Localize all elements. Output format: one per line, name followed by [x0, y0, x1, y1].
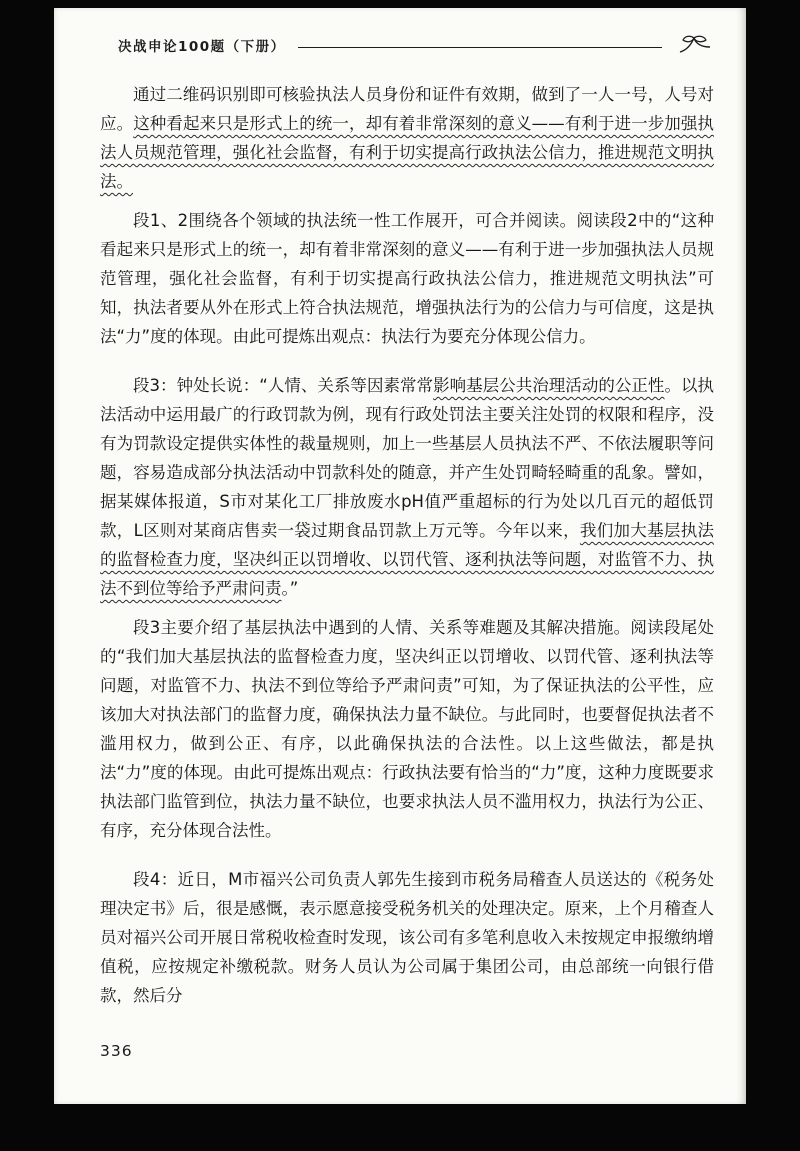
text-run: 通过二维码识别即可核验执法人员身份和证件有效期，做到了一人一号，人号对应。	[100, 85, 714, 133]
text-run: 。以执法活动中运用最广的行政罚款为例，现有行政处罚法主要关注处罚的权限和程序，没有为罚款设定提供实体性的裁量规则，加上一些基层人员执法不严、不依法履职等问题，容易造成部分执法活动中罚款科处的随意，并产生处罚畸轻畸重的乱象。譬如，据某媒体报道，S市对某化工厂排放废水pH值严重超标的行为处以几百元的超低罚款，L区则对某商店售卖一袋过期食品罚款上万元等。今年以来，	[100, 376, 715, 540]
header-rule	[298, 47, 662, 48]
text-run: 段3：钟处长说：“人情、关系等因素常常	[133, 376, 434, 395]
body-text	[100, 80, 714, 1010]
book-page	[54, 8, 746, 1104]
text-run-wavy: 这种看起来只是形式上的统一，却有着非常深刻的意义——有利于进一步加强执法人员规范管理，强化社会监督，有利于切实提高行政执法公信力，推进规范文明执法。	[100, 114, 715, 191]
text-run-wavy: 影响基层公共治理活动的公正性	[433, 376, 665, 395]
book-title: 决战申论100题（下册）	[118, 39, 286, 55]
text-run: 段4：近日，M市福兴公司负责人郭先生接到市税务局稽查人员送达的《税务处理决定书》后，很是感慨，表示愿意接受税务机关的处理决定。原来，上个月稽查人员对福兴公司开展日常税收检查时发现，该公司有多笔利息收入未按规定申报缴纳增值税，应按规定补缴税款。财务人员认为公司属于集团公司，由总部统一向银行借款，然后分	[100, 870, 714, 1005]
paragraph-source-4	[100, 865, 714, 1010]
paragraph-source-3	[100, 371, 714, 603]
paragraph-source-1	[100, 80, 714, 196]
text-run: 段3主要介绍了基层执法中遇到的人情、关系等难题及其解决措施。阅读段尾处的“我们加大基层执法的监督检查力度，坚决纠正以罚增收、以罚代管、逐利执法等问题，对监管不力、执法不到位等给予严肃问责”可知，为了保证执法的公平性，应该加大对执法部门的监督力度，确保执法力量不缺位。与此同时，也要督促执法者不滥用权力，做到公正、有序，以此确保执法的合法性。以上这些做法，都是执法“力”度的体现。由此可提炼出观点：行政执法要有恰当的“力”度，这种力度既要求执法部门监管到位，执法力量不缺位，也要求执法人员不滥用权力，执法行为公正、有序，充分体现合法性。	[100, 618, 714, 840]
page-header	[118, 34, 712, 56]
paragraph-analysis-1	[100, 206, 714, 351]
text-run-wavy: 我们加大基层执法的监督检查力度，坚决纠正以罚增收、以罚代管、逐利执法等问题，对监管不力、执法不到位等给予严肃问责	[100, 521, 714, 598]
text-run: 。”	[281, 579, 299, 598]
flourish-icon	[678, 34, 712, 56]
paragraph-analysis-3	[100, 613, 714, 845]
page-number: 336	[100, 1042, 133, 1060]
text-run: 段1、2围绕各个领域的执法统一性工作展开，可合并阅读。阅读段2中的“这种看起来只是形式上的统一，却有着非常深刻的意义——有利于进一步加强执法人员规范管理，强化社会监督，有利于切实提高行政执法公信力，推进规范文明执法”可知，执法者要从外在形式上符合执法规范，增强执法行为的公信力与可信度，这是执法“力”度的体现。由此可提炼出观点：执法行为要充分体现公信力。	[100, 211, 714, 346]
